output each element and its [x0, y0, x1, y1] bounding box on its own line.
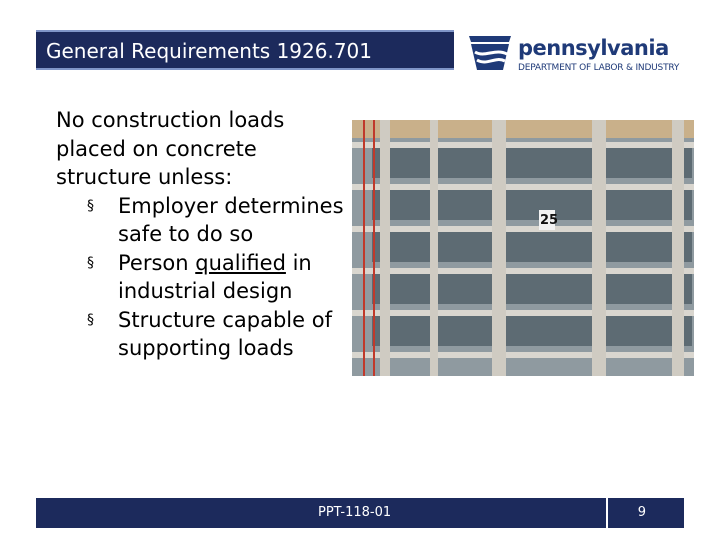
list-item: [56, 249, 346, 306]
bullet-icon: §: [87, 254, 94, 271]
slide-title: General Requirements 1926.701: [46, 39, 373, 63]
bullet-text-after: in industrial design: [118, 250, 312, 303]
bullet-text: Employer determines safe to do so: [118, 193, 344, 246]
logo-department: DEPARTMENT OF LABOR & INDUSTRY: [518, 63, 680, 73]
floor-number-sign: 25: [540, 213, 559, 228]
bullet-text-before: Person: [118, 250, 196, 275]
page-number: 9: [637, 505, 646, 520]
lead-text: No construction loads placed on concrete structure unless:: [56, 108, 285, 189]
bullet-icon: §: [87, 197, 94, 214]
pennsylvania-logo: [465, 30, 690, 80]
footer-divider: [606, 498, 608, 528]
logo-wordmark: pennsylvania: [518, 36, 669, 60]
keystone-icon: [465, 30, 515, 80]
bullet-icon: §: [87, 311, 94, 328]
bullet-text: Structure capable of supporting loads: [118, 307, 332, 360]
requirements-list: [56, 192, 346, 363]
list-item: [56, 192, 346, 249]
footer-bar: [36, 498, 684, 528]
list-item: [56, 306, 346, 363]
building-image: [352, 120, 694, 376]
presentation-code: PPT-118-01: [318, 505, 392, 520]
slide-body: [56, 106, 346, 363]
bullet-text-underlined: qualified: [195, 250, 286, 275]
construction-photo: [352, 120, 694, 376]
title-bar: [36, 30, 454, 70]
